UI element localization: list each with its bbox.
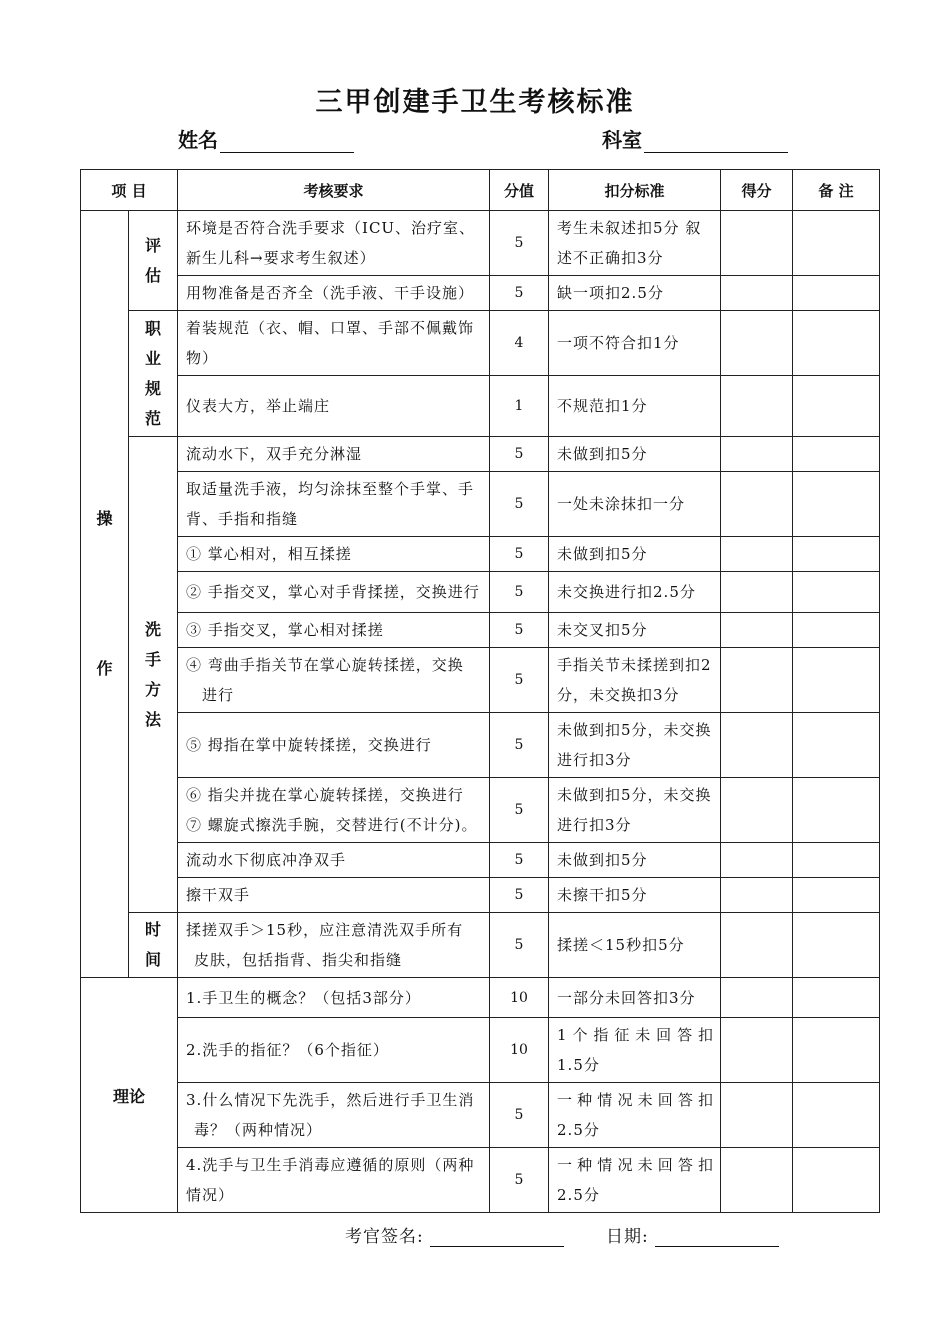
score-cell: 5 bbox=[490, 778, 549, 843]
table-row bbox=[81, 648, 880, 713]
page-title: 三甲创建手卫生考核标准 bbox=[315, 87, 635, 118]
remark-cell[interactable] bbox=[793, 572, 880, 613]
table-row bbox=[81, 276, 880, 311]
got-cell[interactable] bbox=[721, 913, 793, 978]
name-field bbox=[178, 124, 354, 153]
header-row bbox=[81, 170, 880, 211]
header-remark: 备 注 bbox=[793, 170, 880, 211]
remark-cell[interactable] bbox=[793, 437, 880, 472]
table-row bbox=[81, 613, 880, 648]
deduction-cell: 一项不符合扣1分 bbox=[549, 311, 721, 376]
requirement-line: ⑥ 指尖并拢在掌心旋转揉搓，交换进行 bbox=[186, 786, 464, 804]
deduction-cell: 考生未叙述扣5分 叙述不正确扣3分 bbox=[549, 211, 721, 276]
header-item: 项 目 bbox=[81, 170, 178, 211]
got-cell[interactable] bbox=[721, 878, 793, 913]
header-deduction: 扣分标准 bbox=[549, 170, 721, 211]
requirement-cell: 用物准备是否齐全（洗手液、干手设施） bbox=[178, 276, 490, 311]
score-cell: 5 bbox=[490, 537, 549, 572]
requirement-cell: ② 手指交叉，掌心对手背揉搓，交换进行 bbox=[178, 572, 490, 613]
got-cell[interactable] bbox=[721, 437, 793, 472]
deduction-line: 一种情况未回答扣 bbox=[557, 1156, 715, 1174]
requirement-cell bbox=[178, 778, 490, 843]
requirement-line: 3.什么情况下先洗手，然后进行手卫生消 bbox=[186, 1091, 475, 1109]
date-label: 日期: bbox=[606, 1227, 649, 1247]
deduction-cell: 缺一项扣2.5分 bbox=[549, 276, 721, 311]
deduction-line: 1个指征未回答扣 bbox=[557, 1026, 715, 1044]
requirement-line: ⑦ 螺旋式擦洗手腕，交替进行(不计分)。 bbox=[186, 816, 478, 834]
deduction-cell: 未做到扣5分，未交换进行扣3分 bbox=[549, 713, 721, 778]
got-cell[interactable] bbox=[721, 537, 793, 572]
table-row bbox=[81, 778, 880, 843]
examiner-label: 考官签名: bbox=[345, 1227, 424, 1247]
remark-cell[interactable] bbox=[793, 1018, 880, 1083]
remark-cell[interactable] bbox=[793, 1148, 880, 1213]
remark-cell[interactable] bbox=[793, 311, 880, 376]
header-score: 分值 bbox=[490, 170, 549, 211]
deduction-line: 2.5分 bbox=[557, 1121, 600, 1139]
got-cell[interactable] bbox=[721, 211, 793, 276]
got-cell[interactable] bbox=[721, 276, 793, 311]
requirement-cell: 擦干双手 bbox=[178, 878, 490, 913]
remark-cell[interactable] bbox=[793, 613, 880, 648]
score-cell: 10 bbox=[490, 1018, 549, 1083]
remark-cell[interactable] bbox=[793, 276, 880, 311]
remark-cell[interactable] bbox=[793, 537, 880, 572]
requirement-cell: 2.洗手的指征？（6个指征） bbox=[178, 1018, 490, 1083]
score-cell: 1 bbox=[490, 376, 549, 437]
deduction-line: 一种情况未回答扣 bbox=[557, 1091, 715, 1109]
deduction-cell: 手指关节未揉搓到扣2分，未交换扣3分 bbox=[549, 648, 721, 713]
requirement-cell: 取适量洗手液，均匀涂抹至整个手掌、手背、手指和指缝 bbox=[178, 472, 490, 537]
deduction-cell: 一部分未回答扣3分 bbox=[549, 978, 721, 1018]
requirement-cell bbox=[178, 913, 490, 978]
remark-cell[interactable] bbox=[793, 1083, 880, 1148]
requirement-line: 皮肤，包括指背、指尖和指缝 bbox=[194, 951, 403, 969]
score-cell: 5 bbox=[490, 913, 549, 978]
table-row bbox=[81, 978, 880, 1018]
examiner-blank[interactable] bbox=[430, 1228, 564, 1247]
deduction-cell: 未做到扣5分 bbox=[549, 437, 721, 472]
requirement-cell: 流动水下，双手充分淋湿 bbox=[178, 437, 490, 472]
deduction-cell: 揉搓＜15秒扣5分 bbox=[549, 913, 721, 978]
dept-field bbox=[602, 124, 788, 153]
table-row bbox=[81, 913, 880, 978]
category-theory: 理论 bbox=[81, 978, 178, 1213]
name-label: 姓名 bbox=[178, 128, 218, 152]
header-got: 得分 bbox=[721, 170, 793, 211]
deduction-cell: 未做到扣5分，未交换进行扣3分 bbox=[549, 778, 721, 843]
table-row bbox=[81, 537, 880, 572]
got-cell[interactable] bbox=[721, 843, 793, 878]
subcategory-method: 洗手方法 bbox=[129, 437, 178, 913]
requirement-cell: 1.手卫生的概念？（包括3部分） bbox=[178, 978, 490, 1018]
dept-blank[interactable] bbox=[644, 132, 788, 153]
deduction-line: 2.5分 bbox=[557, 1186, 600, 1204]
score-cell: 4 bbox=[490, 311, 549, 376]
table-row bbox=[81, 472, 880, 537]
assessment-table bbox=[80, 169, 880, 1213]
score-cell: 5 bbox=[490, 1083, 549, 1148]
remark-cell[interactable] bbox=[793, 648, 880, 713]
score-cell: 5 bbox=[490, 211, 549, 276]
table-row bbox=[81, 1018, 880, 1083]
requirement-cell: 环境是否符合洗手要求（ICU、治疗室、新生儿科→要求考生叙述） bbox=[178, 211, 490, 276]
score-cell: 5 bbox=[490, 613, 549, 648]
got-cell[interactable] bbox=[721, 1083, 793, 1148]
remark-cell[interactable] bbox=[793, 211, 880, 276]
score-cell: 10 bbox=[490, 978, 549, 1018]
dept-label: 科室 bbox=[602, 128, 642, 152]
subcategory-professional: 职业规范 bbox=[129, 311, 178, 437]
score-cell: 5 bbox=[490, 437, 549, 472]
deduction-cell bbox=[549, 1148, 721, 1213]
table-row bbox=[81, 1083, 880, 1148]
deduction-cell: 一处未涂抹扣一分 bbox=[549, 472, 721, 537]
deduction-cell: 未擦干扣5分 bbox=[549, 878, 721, 913]
remark-cell[interactable] bbox=[793, 713, 880, 778]
table-row bbox=[81, 713, 880, 778]
deduction-cell bbox=[549, 1018, 721, 1083]
table-row bbox=[81, 1148, 880, 1213]
got-cell[interactable] bbox=[721, 648, 793, 713]
table-row bbox=[81, 843, 880, 878]
got-cell[interactable] bbox=[721, 376, 793, 437]
requirement-cell: ⑤ 拇指在掌中旋转揉搓，交换进行 bbox=[178, 713, 490, 778]
remark-cell[interactable] bbox=[793, 778, 880, 843]
remark-cell[interactable] bbox=[793, 843, 880, 878]
remark-cell[interactable] bbox=[793, 376, 880, 437]
score-cell: 5 bbox=[490, 572, 549, 613]
got-cell[interactable] bbox=[721, 613, 793, 648]
score-cell: 5 bbox=[490, 713, 549, 778]
examiner-signature bbox=[345, 1222, 564, 1247]
table-row bbox=[81, 878, 880, 913]
score-cell: 5 bbox=[490, 1148, 549, 1213]
score-cell: 5 bbox=[490, 878, 549, 913]
requirement-line: 进行 bbox=[202, 686, 235, 704]
deduction-line: 1.5分 bbox=[557, 1056, 600, 1074]
category-operation: 操作 bbox=[81, 211, 129, 978]
requirement-line: 揉搓双手＞15秒，应注意清洗双手所有 bbox=[186, 921, 464, 939]
deduction-cell: 未交换进行扣2.5分 bbox=[549, 572, 721, 613]
deduction-cell: 不规范扣1分 bbox=[549, 376, 721, 437]
requirement-cell: ③ 手指交叉，掌心相对揉搓 bbox=[178, 613, 490, 648]
name-blank[interactable] bbox=[220, 132, 354, 153]
got-cell[interactable] bbox=[721, 472, 793, 537]
got-cell[interactable] bbox=[721, 713, 793, 778]
score-cell: 5 bbox=[490, 648, 549, 713]
got-cell[interactable] bbox=[721, 1148, 793, 1213]
table-row bbox=[81, 572, 880, 613]
got-cell[interactable] bbox=[721, 778, 793, 843]
subcategory-time: 时间 bbox=[129, 913, 178, 978]
date-blank[interactable] bbox=[655, 1228, 779, 1247]
table-row bbox=[81, 437, 880, 472]
got-cell[interactable] bbox=[721, 1018, 793, 1083]
requirement-cell: 流动水下彻底冲净双手 bbox=[178, 843, 490, 878]
table-row bbox=[81, 311, 880, 376]
score-cell: 5 bbox=[490, 472, 549, 537]
got-cell[interactable] bbox=[721, 978, 793, 1018]
date-field bbox=[606, 1222, 779, 1247]
requirement-cell: 4.洗手与卫生手消毒应遵循的原则（两种情况） bbox=[178, 1148, 490, 1213]
requirement-line: 毒？（两种情况） bbox=[194, 1121, 323, 1139]
table-row bbox=[81, 211, 880, 276]
remark-cell[interactable] bbox=[793, 878, 880, 913]
table-row bbox=[81, 376, 880, 437]
score-cell: 5 bbox=[490, 276, 549, 311]
subcategory-assess: 评估 bbox=[129, 211, 178, 311]
deduction-cell: 未做到扣5分 bbox=[549, 843, 721, 878]
remark-cell[interactable] bbox=[793, 472, 880, 537]
requirement-cell: 仪表大方，举止端庄 bbox=[178, 376, 490, 437]
got-cell[interactable] bbox=[721, 311, 793, 376]
requirement-cell bbox=[178, 648, 490, 713]
deduction-cell bbox=[549, 1083, 721, 1148]
remark-cell[interactable] bbox=[793, 913, 880, 978]
requirement-cell: ① 掌心相对，相互揉搓 bbox=[178, 537, 490, 572]
remark-cell[interactable] bbox=[793, 978, 880, 1018]
got-cell[interactable] bbox=[721, 572, 793, 613]
score-cell: 5 bbox=[490, 843, 549, 878]
deduction-cell: 未做到扣5分 bbox=[549, 537, 721, 572]
requirement-cell bbox=[178, 1083, 490, 1148]
requirement-cell: 着装规范（衣、帽、口罩、手部不佩戴饰物） bbox=[178, 311, 490, 376]
deduction-cell: 未交叉扣5分 bbox=[549, 613, 721, 648]
header-requirement: 考核要求 bbox=[178, 170, 490, 211]
requirement-line: ④ 弯曲手指关节在掌心旋转揉搓，交换 bbox=[186, 656, 464, 674]
